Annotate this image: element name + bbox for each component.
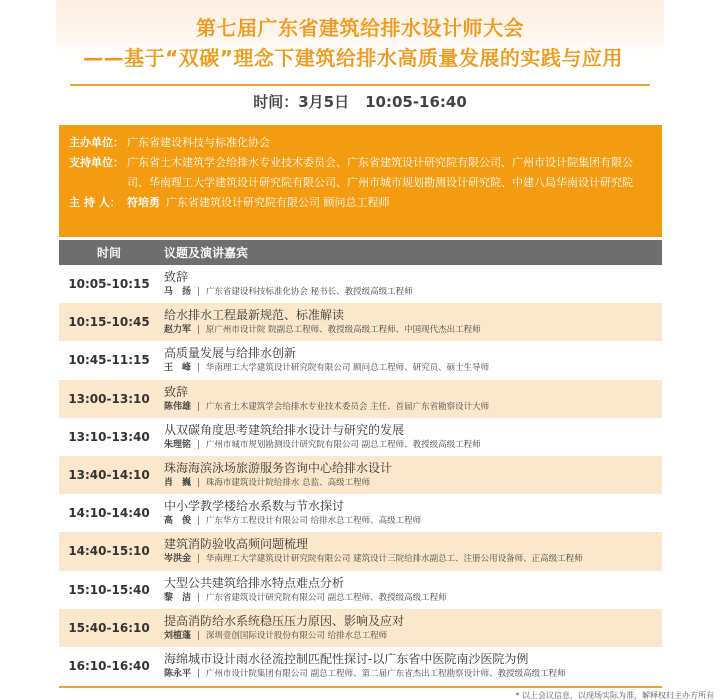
speaker-name: 肖 巍 [164, 478, 192, 489]
moderator-title: 广东省建筑设计研究院有限公司 顾问总工程师 [166, 196, 390, 209]
speaker-affiliation: 广东省建筑设计研究院有限公司 副总工程师、教授级高级工程师 [205, 592, 447, 603]
table-row: 15:40-16:10 提高消防给水系统稳压压力原因、影响及应对 刘植蓬 | 深圳壹创国际设计股份有限公司 给排水总工程师 [59, 609, 662, 647]
column-header-time: 时间 [96, 246, 121, 260]
row-time: 15:40-16:10 [68, 620, 150, 635]
host-label: 主办单位： [69, 136, 124, 149]
moderator-row [69, 193, 652, 213]
speaker-name: 陈永平 [164, 668, 192, 679]
row-topic: 中小学教学楼给水系数与节水探讨 [164, 499, 345, 514]
speaker-affiliation: 深圳壹创国际设计股份有限公司 给排水总工程师 [205, 630, 388, 641]
row-topic: 高质量发展与给排水创新 [164, 346, 297, 361]
speaker-name: 赵力军 [164, 325, 192, 336]
table-bottom-divider [59, 686, 662, 688]
speaker-name: 朱理铭 [164, 439, 192, 450]
title-block [56, 14, 664, 72]
row-topic: 海绵城市设计雨水径流控制匹配性探讨-以广东省中医院南沙医院为例 [164, 651, 529, 666]
agenda-table [59, 265, 662, 685]
speaker-affiliation: 广东省土木建筑学会给排水专业技术委员会 主任、首届广东省勘察设计大师 [205, 401, 490, 412]
table-row: 10:15-10:45 给水排水工程最新规范、标准解读 赵力军 | 原广州市设计院 院副总工程师、教授级高级工程师、中国现代杰出工程师 [59, 303, 662, 341]
host-row [69, 133, 652, 153]
speaker-name: 高 俊 [164, 516, 192, 527]
table-header [59, 240, 662, 265]
row-topic: 大型公共建筑给排水特点难点分析 [164, 575, 345, 590]
speaker-name: 马 扬 [164, 287, 192, 298]
row-topic: 致辞 [164, 384, 189, 399]
row-topic: 珠海海滨泳场旅游服务咨询中心给排水设计 [164, 461, 393, 476]
disclaimer-footnote: * 以上会议信息，以现场实际为准，解释权归主办方所有 [515, 691, 714, 700]
row-time: 13:00-13:10 [68, 391, 150, 406]
table-row: 10:45-11:15 高质量发展与给排水创新 王 峰 | 华南理工大学建筑设计研究院有限公司 顾问总工程师、研究员、硕士生导师 [59, 341, 662, 379]
title-divider [70, 84, 650, 86]
table-row: 16:10-16:40 海绵城市设计雨水径流控制匹配性探讨-以广东省中医院南沙医院为例 陈永平 | 广州市设计院集团有限公司 副总工程师、第二届广东省杰出工程勘察设计师、教授级高级工程师 [59, 647, 662, 685]
speaker-name: 刘植蓬 [164, 630, 192, 641]
host-value: 广东省建设科技与标准化协会 [127, 136, 270, 149]
row-time: 13:10-13:40 [68, 429, 150, 444]
row-topic: 给水排水工程最新规范、标准解读 [164, 308, 345, 323]
table-row: 10:05-10:15 致辞 马 扬 | 广东省建设科技标准化协会 秘书长、教授级高级工程师 [59, 265, 662, 303]
speaker-name: 黎 洁 [164, 592, 192, 603]
event-date: 时间：3月5日 [253, 93, 350, 111]
speaker-affiliation: 华南理工大学建筑设计研究院有限公司 建筑设计三院给排水副总工、注册公用设备师、正高级工程师 [205, 554, 583, 565]
speaker-name: 陈伟雄 [164, 401, 192, 412]
row-time: 14:10-14:40 [68, 506, 150, 521]
speaker-affiliation: 广州市设计院集团有限公司 副总工程师、第二届广东省杰出工程勘察设计师、教授级高级工程师 [205, 668, 566, 679]
row-time: 16:10-16:40 [68, 658, 150, 673]
row-time: 14:40-15:10 [68, 544, 150, 559]
table-row: 14:40-15:10 建筑消防验收高频问题梳理 岑洪金 | 华南理工大学建筑设计研究院有限公司 建筑设计三院给排水副总工、注册公用设备师、正高级工程师 [59, 532, 662, 570]
speaker-affiliation: 珠海市建筑设计院给排水 总监、高级工程师 [205, 478, 371, 489]
speaker-name: 岑洪金 [164, 554, 192, 565]
speaker-affiliation: 广东华方工程设计有限公司 给排水总工程师、高级工程师 [205, 516, 422, 527]
moderator-label: 主 持 人： [69, 196, 121, 209]
column-header-topic: 议题及演讲嘉宾 [164, 246, 249, 260]
speaker-affiliation: 广州市城市规划勘测设计研究院有限公司 副总工程师、教授级高级工程师 [205, 439, 481, 450]
row-time: 10:05-10:15 [68, 277, 150, 292]
support-row [69, 153, 652, 193]
event-datetime [56, 91, 664, 112]
row-topic: 建筑消防验收高频问题梳理 [164, 537, 309, 552]
speaker-name: 王 峰 [164, 363, 192, 374]
table-row: 15:10-15:40 大型公共建筑给排水特点难点分析 黎 洁 | 广东省建筑设计研究院有限公司 副总工程师、教授级高级工程师 [59, 571, 662, 609]
agenda-panel [56, 0, 664, 700]
row-topic: 致辞 [164, 270, 189, 285]
speaker-affiliation: 广东省建设科技标准化协会 秘书长、教授级高级工程师 [205, 287, 413, 298]
conference-subtitle: ——基于“双碳”理念下建筑给排水高质量发展的实践与应用 [83, 46, 623, 70]
moderator-name: 符培勇 [127, 196, 160, 209]
row-time: 10:45-11:15 [68, 353, 150, 368]
table-row: 13:40-14:10 珠海海滨泳场旅游服务咨询中心给排水设计 肖 巍 | 珠海市建筑设计院给排水 总监、高级工程师 [59, 456, 662, 494]
support-value: 广东省土木建筑学会给排水专业技术委员会、广东省建筑设计研究院有限公司、广州市设计院集团有限公司、华南理工大学建筑设计研究院有限公司、广州市城市规划勘测设计研究院、中建八局华南设计研究院 [127, 156, 633, 189]
table-row: 13:10-13:40 从双碳角度思考建筑给排水设计与研究的发展 朱理铭 | 广州市城市规划勘测设计研究院有限公司 副总工程师、教授级高级工程师 [59, 418, 662, 456]
row-time: 10:15-10:45 [68, 315, 150, 330]
table-row: 14:10-14:40 中小学教学楼给水系数与节水探讨 高 俊 | 广东华方工程设计有限公司 给排水总工程师、高级工程师 [59, 494, 662, 532]
conference-title: 第七届广东省建筑给排水设计师大会 [196, 16, 524, 40]
table-row: 13:00-13:10 致辞 陈伟雄 | 广东省土木建筑学会给排水专业技术委员会 主任、首届广东省勘察设计大师 [59, 380, 662, 418]
speaker-affiliation: 华南理工大学建筑设计研究院有限公司 顾问总工程师、研究员、硕士生导师 [205, 363, 490, 374]
speaker-affiliation: 原广州市设计院 院副总工程师、教授级高级工程师、中国现代杰出工程师 [205, 325, 481, 336]
row-time: 13:40-14:10 [68, 468, 150, 483]
organizers-box [59, 125, 662, 237]
row-topic: 提高消防给水系统稳压压力原因、影响及应对 [164, 613, 405, 628]
support-label: 支持单位： [69, 156, 124, 169]
row-topic: 从双碳角度思考建筑给排水设计与研究的发展 [164, 422, 405, 437]
row-time: 15:10-15:40 [68, 582, 150, 597]
event-time-range: 10:05-16:40 [365, 93, 467, 111]
